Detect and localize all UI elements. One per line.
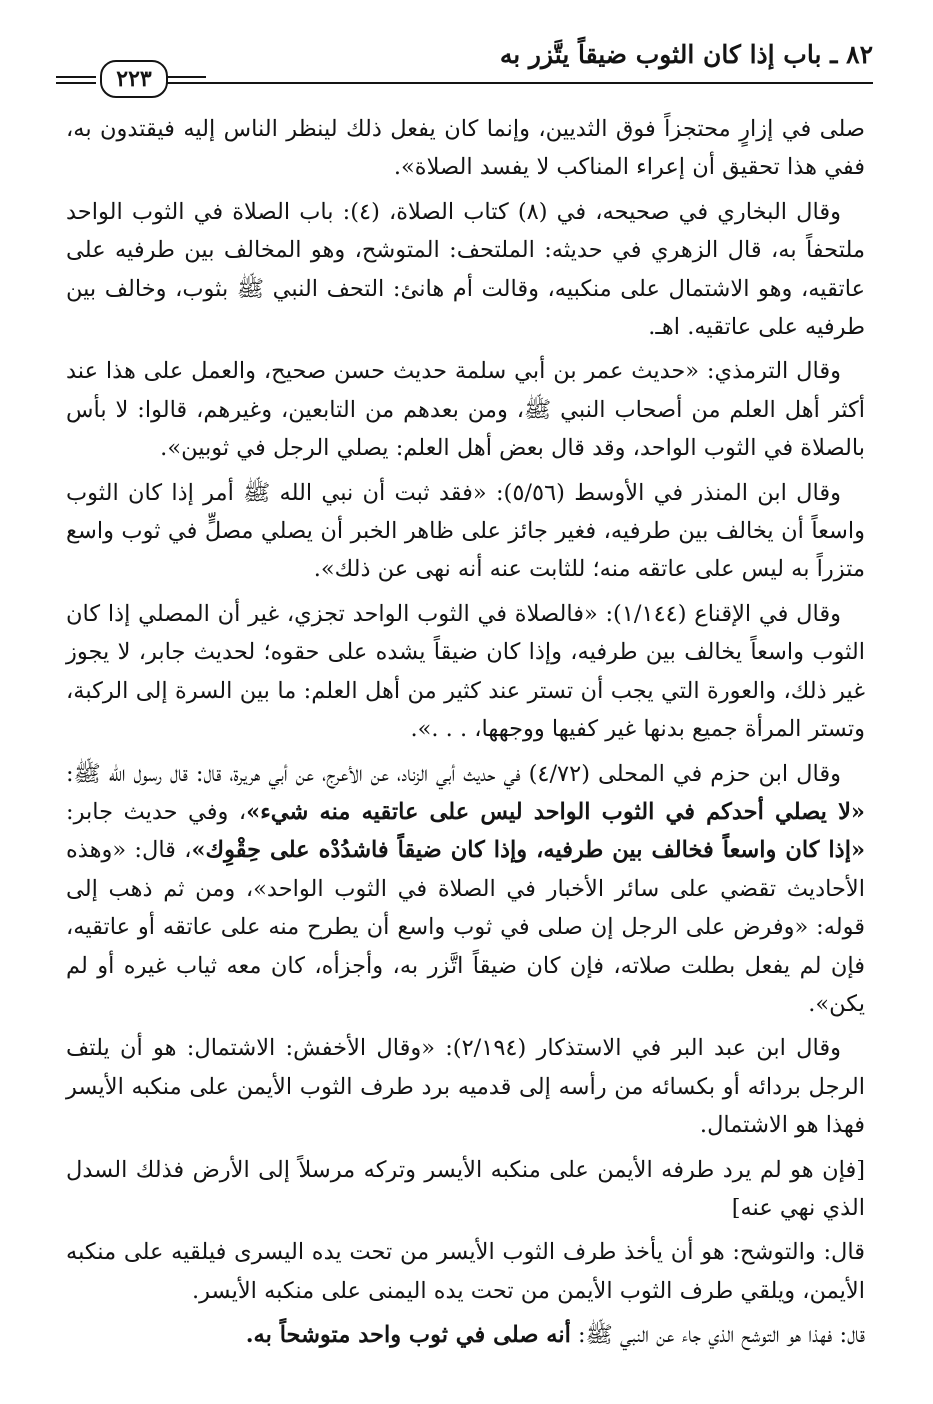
page-number: ٢٢٣ <box>100 60 168 98</box>
text-segment: ، وفي حديث جابر: <box>66 798 247 825</box>
paragraph <box>66 193 865 347</box>
page-header <box>56 30 873 96</box>
ornament-line <box>56 82 96 84</box>
paragraph <box>66 1029 865 1144</box>
text-segment: قال: والتوشح: هو أن يأخذ طرف الثوب الأيسر من تحت يده اليسرى فيلقيه على منكبه الأيمن، ويلقي طرف الثوب الأيمن من تحت يده اليمنى على منكبه الأيسر. <box>66 1239 865 1304</box>
ornament-line <box>166 76 206 78</box>
paragraph <box>66 1233 865 1310</box>
ornament-line <box>56 76 96 78</box>
paragraph <box>66 352 865 467</box>
text-segment: وقال في الإقناع (١/١٤٤): «فالصلاة في الثوب الواحد تجزي، غير أن المصلي إذا كان الثوب واسعاً يخالف بين طرفيه، وإذا كان ضيقاً يشده على حقوه؛ لحديث جابر، لا يجوز غير ذلك، والعورة التي يجب أن تستر عند كثير من أهل العلم: ما بين السرة إلى الركبة، وتستر المرأة جميع بدنها غير كفيها ووجهها، . . .». <box>66 600 865 743</box>
ornament-line <box>166 82 206 84</box>
page-number-ornament <box>56 60 206 96</box>
text-segment: [فإن هو لم يرد طرفه الأيمن على منكبه الأيسر وتركه مرسلاً إلى الأرض فذلك السدل الذي نهي عنه] <box>66 1156 865 1221</box>
paragraph <box>66 595 865 749</box>
text-segment: صلى في إزارٍ محتجزاً فوق الثديين، وإنما كان يفعل ذلك لينظر الناس إليه فيقتدون به، ففي هذا تحقيق أن إعراء المناكب لا يفسد الصلاة». <box>66 116 865 181</box>
chapter-title: ٨٢ ـ باب إذا كان الثوب ضيقاً يتَّزر به <box>499 40 873 69</box>
text-segment: قال: فهذا هو التوشح الذي جاء عن النبي ﷺ: <box>570 1322 865 1349</box>
header-rule <box>206 82 873 84</box>
paragraph <box>66 755 865 1024</box>
page-body <box>66 110 865 1361</box>
text-segment: وقال البخاري في صحيحه، في (٨) كتاب الصلاة، (٤): باب الصلاة في الثوب الواحد ملتحفاً به، قال الزهري في حديثه: الملتحف: المتوشح، وهو المخالف بين طرفيه على عاتقيه، وهو الاشتمال على منكبيه، وقالت أم هانئ: التحف النبي ﷺ بثوب، وخالف بين طرفيه على عاتقيه. اهـ. <box>66 198 865 341</box>
paragraph <box>66 474 865 589</box>
text-segment: ، قال: «وهذه الأحاديث تقضي على سائر الأخبار في الصلاة في الثوب الواحد»، ومن ثم ذهب إلى قوله: «وفرض على الرجل إن صلى في ثوب واسع أن يطرح منه على عاتقه أو عاتقيه، فإن لم يفعل بطلت صلاته، فإن كان ضيقاً اتَّزر به، وأجزأه، كان معه ثياب غيره أو لم يكن». <box>66 837 865 1017</box>
paragraph <box>66 1316 865 1354</box>
text-segment: وقال ابن عبد البر في الاستذكار (٢/١٩٤): «وقال الأخفش: الاشتمال: هو أن يلتف الرجل بردائه أو بكسائه من رأسه إلى قدميه برد طرف الثوب الأيمن على منكبه الأيسر فهذا هو الاشتمال. <box>66 1035 865 1139</box>
hadith-quote: «لا يصلي أحدكم في الثوب الواحد ليس على عاتقيه منه شيء» <box>246 798 865 825</box>
text-segment: وقال ابن حزم في المحلى (٤/٧٢) في حديث أبي الزناد، عن الأعرج، عن أبي هريرة، قال: قال رسول الله ﷺ: <box>66 760 841 787</box>
hadith-quote: «إذا كان واسعاً فخالف بين طرفيه، وإذا كان ضيقاً فاشدُدْه على حِقْوِك» <box>191 837 866 864</box>
hadith-quote: أنه صلى في ثوب واحد متوشحاً به. <box>245 1322 571 1349</box>
text-segment: وقال الترمذي: «حديث عمر بن أبي سلمة حديث حسن صحيح، والعمل على هذا عند أكثر أهل العلم من أصحاب النبي ﷺ، ومن بعدهم من التابعين، وغيرهم، قالوا: لا بأس بالصلاة في الثوب الواحد، وقد قال بعض أهل العلم: يصلي الرجل في ثوبين». <box>66 358 865 462</box>
text-segment: وقال ابن المنذر في الأوسط (٥/٥٦): «فقد ثبت أن نبي الله ﷺ أمر إذا كان الثوب واسعاً أن يخالف بين طرفيه، فغير جائز على ظاهر الخبر أن يصلي مصلٍّ في ثوب واسع متزراً به ليس على عاتقه منه؛ للثابت عنه أنه نهى عن ذلك». <box>66 479 865 583</box>
paragraph <box>66 1151 865 1228</box>
paragraph <box>66 110 865 187</box>
